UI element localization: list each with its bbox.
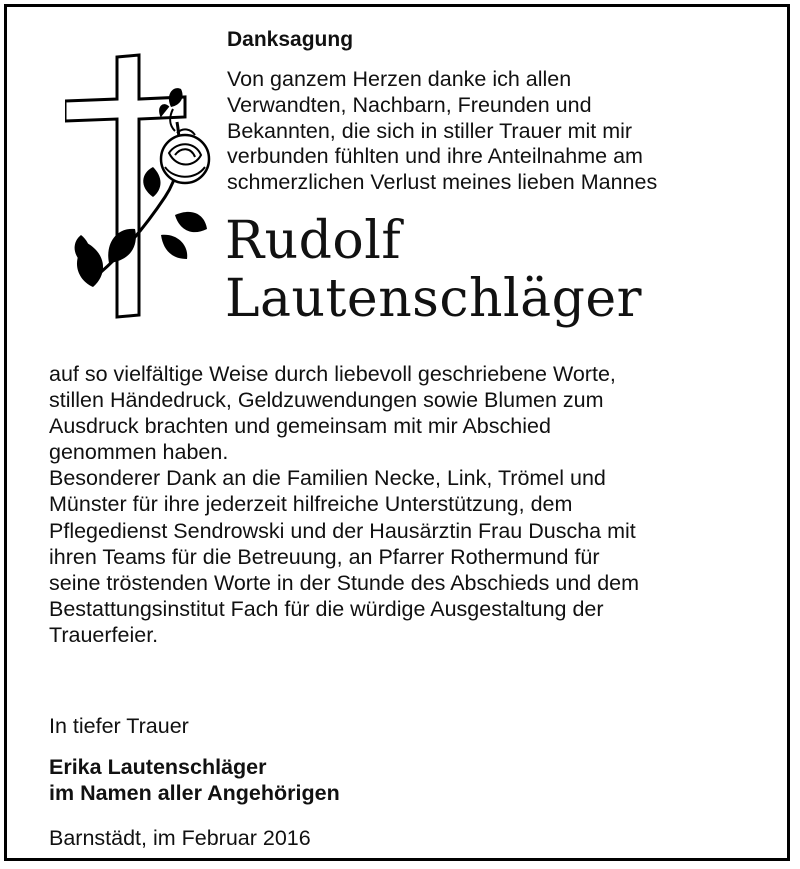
body-line: stillen Händedruck, Geldzuwendungen sowie Blumen zum <box>49 388 604 413</box>
body-line: Pflegedienst Sendrowski und der Hausärztin Frau Duscha mit <box>49 518 636 543</box>
closing-phrase: In tiefer Trauer <box>49 714 189 738</box>
thanks-paragraph <box>49 361 789 648</box>
intro-line: verbunden fühlten und ihre Anteilnahme am <box>227 144 643 169</box>
body-line: Trauerfeier. <box>49 622 159 647</box>
body-line: genommen haben. <box>49 440 229 465</box>
cross-with-rose-icon <box>65 47 225 327</box>
signer-subtitle: im Namen aller Angehörigen <box>49 781 340 805</box>
signer-name: Erika Lautenschläger <box>49 755 267 779</box>
body-line: Ausdruck brachten und gemeinsam mit mir Abschied <box>49 414 551 439</box>
intro-line: Von ganzem Herzen danke ich allen <box>227 67 572 91</box>
first-name: Rudolf <box>225 211 402 271</box>
cross-rose-graphic <box>65 47 225 327</box>
intro-line: Bekannten, die sich in stiller Trauer mit mir <box>227 118 633 143</box>
body-line: Besonderer Dank an die Familien Necke, Link, Trömel und <box>49 466 606 491</box>
body-line: seine tröstenden Worte in der Stunde des Abschieds und dem <box>49 570 640 595</box>
body-line: ihren Teams für die Betreuung, an Pfarrer Rothermund für <box>49 544 600 569</box>
obituary-notice <box>4 4 790 861</box>
intro-line: Verwandten, Nachbarn, Freunden und <box>227 92 592 117</box>
intro-paragraph <box>227 67 787 196</box>
body-line: Bestattungsinstitut Fach für die würdige Ausgestaltung der <box>49 596 604 621</box>
body-line: auf so vielfältige Weise durch liebevoll geschriebene Worte, <box>49 362 616 386</box>
body-line: Münster für ihre jederzeit hilfreiche Unterstützung, dem <box>49 492 573 517</box>
last-name: Lautenschläger <box>225 269 643 329</box>
notice-heading: Danksagung <box>227 28 354 51</box>
deceased-name <box>225 212 642 328</box>
intro-line: schmerzlichen Verlust meines lieben Mannes <box>227 170 658 195</box>
place-date: Barnstädt, im Februar 2016 <box>49 826 311 850</box>
signer-block <box>49 754 340 806</box>
